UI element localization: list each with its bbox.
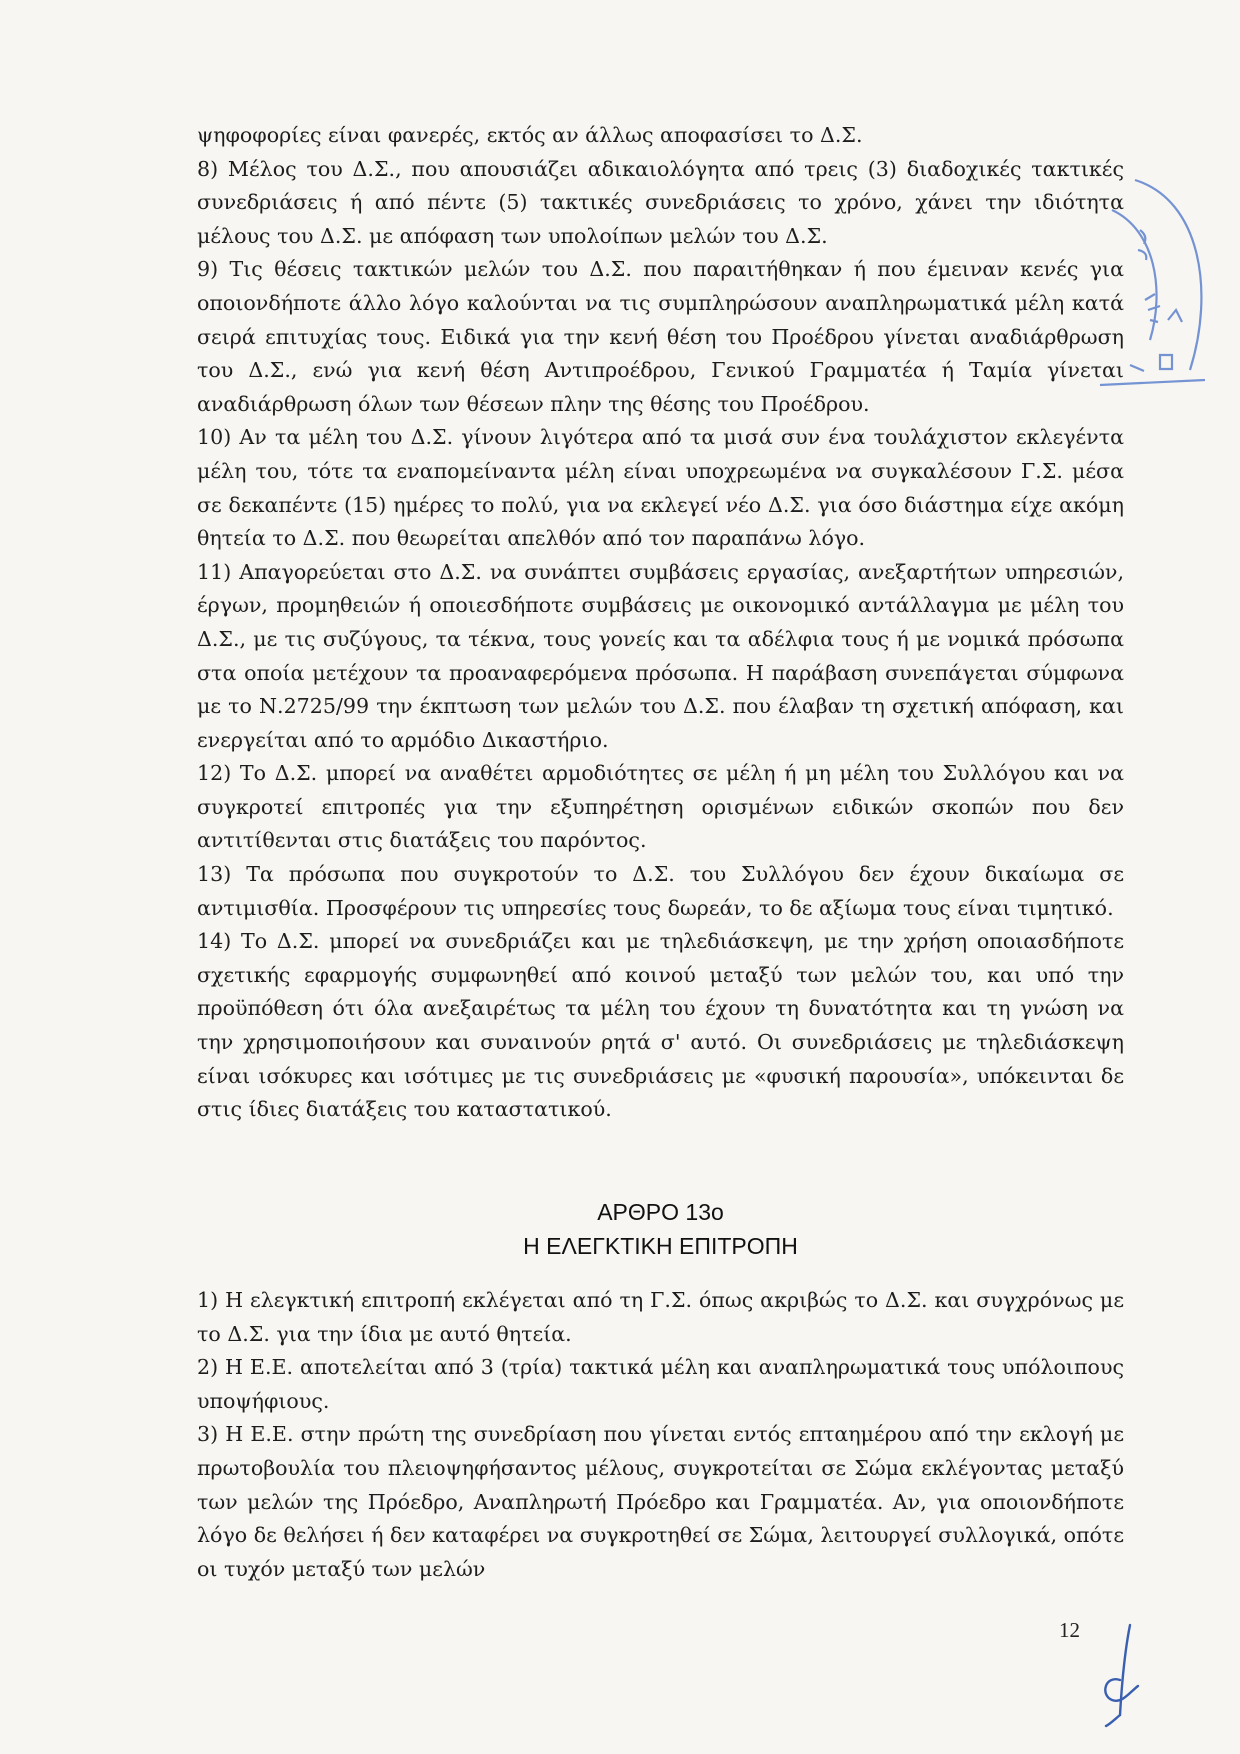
paragraph: 13) Τα πρόσωπα που συγκροτούν το Δ.Σ. του Συλλόγου δεν έχουν δικαίωμα σε αντιμισθία. Προσφέρουν τις υπηρεσίες τους δωρεάν, το δε αξίωμα τους είναι τιμητικό. [197,862,1124,920]
body-text [197,119,1124,1127]
article-heading [197,1195,1124,1263]
paragraph: 8) Μέλος του Δ.Σ., που απουσιάζει αδικαιολόγητα από τρεις (3) διαδοχικές τακτικές συνεδριάσεις ή από πέντε (5) τακτικές συνεδριάσεις το χρόνο, χάνει την ιδιότητα μέλους του Δ.Σ. με απόφαση των υπολοίπων μελών του Δ.Σ. [197,156,1124,248]
page-number: 12 [1059,1618,1080,1642]
paragraph: 9) Τις θέσεις τακτικών μελών του Δ.Σ. που παραιτήθηκαν ή που έμειναν κενές για οποιονδήποτε άλλο λόγο καλούνται να τις συμπληρώσουν αναπληρωματικά μέλη κατά σειρά επιτυχίας τους. Ειδικά για την κενή θέση του Προέδρου γίνεται αναδιάρθρωση του Δ.Σ., ενώ για κενή θέση Αντιπροέδρου, Γενικού Γραμματέα ή Ταμία γίνεται αναδιάρθρωση όλων των θέσεων πλην της θέσης του Προέδρου. [197,257,1124,416]
official-stamp-icon [1040,170,1210,410]
paragraph: 11) Απαγορεύεται στο Δ.Σ. να συνάπτει συμβάσεις εργασίας, ανεξαρτήτων υπηρεσιών, έργων, προμηθειών ή οποιεσδήποτε συμβάσεις με οικονομικό αντάλλαγμα με μέλη του Δ.Σ., με τις συζύγους, τα τέκνα, τους γονείς και τα αδέλφια τους ή με νομικά πρόσωπα στα οποία μετέχουν τα προαναφερόμενα πρόσωπα. Η παράβαση συνεπάγεται σύμφωνα με το Ν.2725/99 την έκπτωση των μελών του Δ.Σ. που έλαβαν τη σχετική απόφαση, και ενεργείται από το αρμόδιο Δικαστήριο. [197,559,1124,752]
article-text [197,1284,1124,1586]
signature-icon [1090,1620,1160,1730]
article-title: Η ΕΛΕΓΚΤΙΚΗ ΕΠΙΤΡΟΠΗ [523,1233,798,1259]
paragraph: ψηφοφορίες είναι φανερές, εκτός αν άλλως αποφασίσει το Δ.Σ. [197,123,863,147]
paragraph: 10) Αν τα μέλη του Δ.Σ. γίνουν λιγότερα από τα μισά συν ένα τουλάχιστον εκλεγέντα μέλη του, τότε τα εναπομείναντα μέλη είναι υποχρεωμένα να συγκαλέσουν Γ.Σ. μέσα σε δεκαπέντε (15) ημέρες το πολύ, για να εκλεγεί νέο Δ.Σ. για όσο διάστημα είχε ακόμη θητεία το Δ.Σ. που θεωρείται απελθόν από τον παραπάνω λόγο. [197,425,1124,551]
paragraph: 12) Το Δ.Σ. μπορεί να αναθέτει αρμοδιότητες σε μέλη ή μη μέλη του Συλλόγου και να συγκροτεί επιτροπές για την εξυπηρέτηση ορισμένων ειδικών σκοπών που δεν αντιτίθενται στις διατάξεις του παρόντος. [197,761,1124,853]
paragraph: 1) Η ελεγκτική επιτροπή εκλέγεται από τη Γ.Σ. όπως ακριβώς το Δ.Σ. και συγχρόνως με το Δ.Σ. για την ίδια με αυτό θητεία. [197,1288,1124,1346]
paragraph: 3) Η Ε.Ε. στην πρώτη της συνεδρίαση που γίνεται εντός επταημέρου από την εκλογή με πρωτοβουλία του πλειοψηφήσαντος μέλους, συγκροτείται σε Σώμα εκλέγοντας μεταξύ των μελών της Πρόεδρο, Αναπληρωτή Πρόεδρο και Γραμματέα. Αν, για οποιονδήποτε λόγο δε θελήσει ή δεν καταφέρει να συγκροτηθεί σε Σώμα, λειτουργεί συλλογικά, οπότε οι τυχόν μεταξύ των μελών [197,1422,1124,1581]
paragraph: 2) Η Ε.Ε. αποτελείται από 3 (τρία) τακτικά μέλη και αναπληρωματικά τους υπόλοιπους υποψήφιους. [197,1355,1124,1413]
article-number: ΑΡΘΡΟ 13ο [597,1199,724,1225]
paragraph: 14) Το Δ.Σ. μπορεί να συνεδριάζει και με τηλεδιάσκεψη, με την χρήση οποιασδήποτε σχετικής εφαρμογής συμφωνηθεί από κοινού μεταξύ των μελών του, και υπό την προϋπόθεση ότι όλα ανεξαιρέτως τα μέλη του έχουν τη δυνατότητα και τη γνώση να την χρησιμοποιήσουν και συναινούν ρητά σ' αυτό. Οι συνεδριάσεις με τηλεδιάσκεψη είναι ισόκυρες και ισότιμες με τις συνεδριάσεις με «φυσική παρουσία», υπόκεινται δε στις ίδιες διατάξεις του καταστατικού. [197,929,1124,1122]
